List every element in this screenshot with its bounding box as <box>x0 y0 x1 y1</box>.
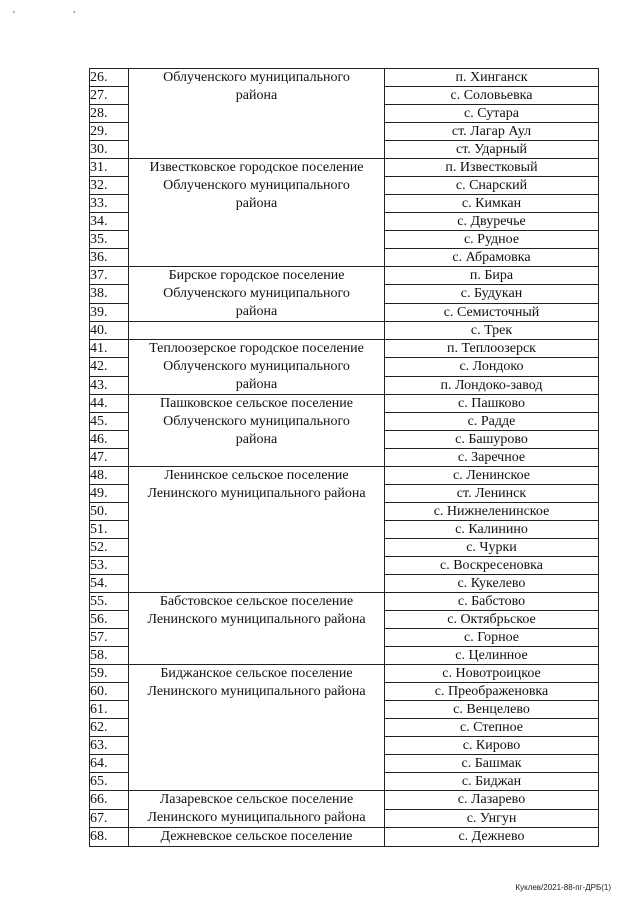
row-number: 47. <box>90 449 129 467</box>
settlement-name: с. Калинино <box>385 521 599 539</box>
municipality-cell <box>129 593 385 665</box>
row-number: 67. <box>90 809 129 828</box>
municipality-name-line: Облученского муниципального <box>163 414 350 429</box>
settlement-name: с. Трек <box>385 322 599 340</box>
row-number: 41. <box>90 340 129 358</box>
settlement-name: п. Известковый <box>385 159 599 177</box>
row-number: 42. <box>90 358 129 376</box>
table-row <box>90 593 599 611</box>
table-row <box>90 159 599 177</box>
table-row <box>90 69 599 87</box>
row-number: 59. <box>90 665 129 683</box>
municipality-name-line: Теплоозерское городское поселение <box>149 341 364 356</box>
municipality-cell <box>129 467 385 593</box>
settlements-table-body <box>90 69 599 847</box>
row-number: 37. <box>90 267 129 285</box>
row-number: 44. <box>90 395 129 413</box>
row-number: 62. <box>90 719 129 737</box>
row-number: 29. <box>90 123 129 141</box>
settlement-name: с. Целинное <box>385 647 599 665</box>
row-number: 66. <box>90 791 129 810</box>
municipality-name-line: Дежневское сельское поселение <box>160 829 353 844</box>
row-number: 32. <box>90 177 129 195</box>
settlement-name: с. Новотроицкое <box>385 665 599 683</box>
settlement-name: с. Абрамовка <box>385 249 599 267</box>
row-number: 65. <box>90 773 129 791</box>
row-number: 40. <box>90 322 129 340</box>
row-number: 64. <box>90 755 129 773</box>
municipality-name-line: района <box>235 304 278 319</box>
municipality-cell <box>129 340 385 395</box>
settlement-name: с. Снарский <box>385 177 599 195</box>
settlement-name: с. Радде <box>385 413 599 431</box>
settlement-name: с. Кирово <box>385 737 599 755</box>
settlement-name: с. Ленинское <box>385 467 599 485</box>
municipality-name-line: Биджанское сельское поселение <box>160 666 353 681</box>
municipality-name-line: Облученского муниципального <box>163 178 350 193</box>
row-number: 35. <box>90 231 129 249</box>
row-number: 45. <box>90 413 129 431</box>
document-footer-code: Куклев/2021-88-пг-ДРБ(1) <box>515 883 611 892</box>
settlement-name: с. Воскресеновка <box>385 557 599 575</box>
settlement-name: с. Преображеновка <box>385 683 599 701</box>
settlement-name: с. Башмак <box>385 755 599 773</box>
table-row <box>90 340 599 358</box>
settlement-name: с. Сутара <box>385 105 599 123</box>
row-number: 56. <box>90 611 129 629</box>
municipality-name-line: Облученского муниципального <box>163 359 350 374</box>
row-number: 60. <box>90 683 129 701</box>
settlement-name: с. Лондоко <box>385 358 599 376</box>
row-number: 27. <box>90 87 129 105</box>
municipality-name-line: Ленинское сельское поселение <box>164 468 349 483</box>
settlement-name: ст. Лагар Аул <box>385 123 599 141</box>
municipality-name-line: Ленинского муниципального района <box>147 486 366 501</box>
settlement-name: с. Бабстово <box>385 593 599 611</box>
settlement-name: с. Соловьевка <box>385 87 599 105</box>
settlement-name: с. Кимкан <box>385 195 599 213</box>
municipality-name-line: Бирское городское поселение <box>168 268 345 283</box>
municipality-cell <box>129 828 385 847</box>
municipality-name-line: Облученского муниципального <box>163 286 350 301</box>
settlement-name: п. Бира <box>385 267 599 285</box>
settlement-name: с. Венцелево <box>385 701 599 719</box>
row-number: 34. <box>90 213 129 231</box>
municipality-cell <box>129 322 385 340</box>
row-number: 61. <box>90 701 129 719</box>
row-number: 39. <box>90 303 129 321</box>
row-number: 50. <box>90 503 129 521</box>
settlement-name: с. Нижнеленинское <box>385 503 599 521</box>
table-row <box>90 322 599 340</box>
municipality-name-line: Облученского муниципального <box>163 70 350 85</box>
table-row <box>90 467 599 485</box>
municipality-name-line: района <box>235 432 278 447</box>
row-number: 28. <box>90 105 129 123</box>
row-number: 57. <box>90 629 129 647</box>
municipality-cell <box>129 395 385 467</box>
municipality-name-line: Ленинского муниципального района <box>147 684 366 699</box>
row-number: 53. <box>90 557 129 575</box>
municipality-name-line: Ленинского муниципального района <box>147 810 366 825</box>
row-number: 46. <box>90 431 129 449</box>
row-number: 30. <box>90 141 129 159</box>
table-row <box>90 665 599 683</box>
row-number: 49. <box>90 485 129 503</box>
row-number: 54. <box>90 575 129 593</box>
municipality-name-line: района <box>235 88 278 103</box>
row-number: 36. <box>90 249 129 267</box>
settlement-name: с. Пашково <box>385 395 599 413</box>
settlement-name: с. Лазарево <box>385 791 599 810</box>
settlement-name: с. Дежнево <box>385 828 599 847</box>
row-number: 48. <box>90 467 129 485</box>
municipality-cell <box>129 69 385 159</box>
municipality-name-line: Лазаревское сельское поселение <box>159 792 354 807</box>
row-number: 31. <box>90 159 129 177</box>
settlement-name: п. Хинганск <box>385 69 599 87</box>
settlement-name: ст. Ударный <box>385 141 599 159</box>
settlement-name: с. Горное <box>385 629 599 647</box>
row-number: 55. <box>90 593 129 611</box>
scan-specks: ' ' <box>13 10 104 21</box>
settlement-name: п. Лондоко-завод <box>385 376 599 394</box>
settlement-name: ст. Ленинск <box>385 485 599 503</box>
row-number: 63. <box>90 737 129 755</box>
row-number: 33. <box>90 195 129 213</box>
municipality-name-line: Известковское городское поселение <box>149 160 364 175</box>
municipality-cell <box>129 267 385 322</box>
settlement-name: с. Семисточный <box>385 303 599 321</box>
settlement-name: с. Башурово <box>385 431 599 449</box>
row-number: 52. <box>90 539 129 557</box>
municipality-name-line: Ленинского муниципального района <box>147 612 366 627</box>
settlement-name: с. Степное <box>385 719 599 737</box>
municipality-name-line: Бабстовское сельское поселение <box>159 594 354 609</box>
row-number: 68. <box>90 828 129 847</box>
municipality-name-line: района <box>235 377 278 392</box>
settlement-name: с. Чурки <box>385 539 599 557</box>
settlement-name: с. Биджан <box>385 773 599 791</box>
settlement-name: п. Теплоозерск <box>385 340 599 358</box>
row-number: 43. <box>90 376 129 394</box>
table-row <box>90 791 599 810</box>
row-number: 58. <box>90 647 129 665</box>
table-row <box>90 267 599 285</box>
municipality-name-line: Пашковское сельское поселение <box>160 396 353 411</box>
municipality-cell <box>129 791 385 828</box>
settlement-name: с. Будукан <box>385 285 599 303</box>
municipality-cell <box>129 159 385 267</box>
table-row <box>90 828 599 847</box>
settlement-name: с. Кукелево <box>385 575 599 593</box>
row-number: 51. <box>90 521 129 539</box>
table-row <box>90 395 599 413</box>
settlement-name: с. Унгун <box>385 809 599 828</box>
row-number: 26. <box>90 69 129 87</box>
settlement-name: с. Октябрьское <box>385 611 599 629</box>
municipality-cell <box>129 665 385 791</box>
row-number: 38. <box>90 285 129 303</box>
settlement-name: с. Заречное <box>385 449 599 467</box>
settlement-name: с. Рудное <box>385 231 599 249</box>
settlement-name: с. Двуречье <box>385 213 599 231</box>
municipality-name-line: района <box>235 196 278 211</box>
settlements-table <box>89 68 599 847</box>
